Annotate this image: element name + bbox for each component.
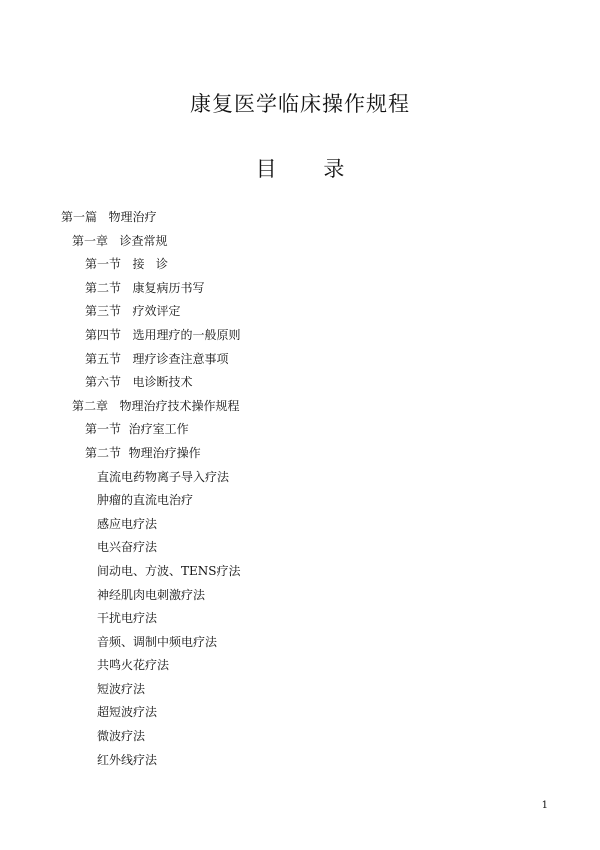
page-number: 1	[541, 800, 548, 811]
toc-entry: 间动电、方波、TENS疗法	[97, 563, 241, 578]
toc-entry: 神经肌肉电刺激疗法	[97, 587, 206, 602]
toc-entry: 微波疗法	[97, 729, 146, 744]
toc-heading: 目 录	[255, 157, 345, 181]
toc-entry: 电兴奋疗法	[97, 540, 158, 555]
toc-entry: 第三节 疗效评定	[85, 304, 181, 319]
document-title: 康复医学临床操作规程	[190, 92, 410, 116]
toc-entry: 第一节 接 诊	[85, 257, 168, 272]
toc-entry: 直流电药物离子导入疗法	[97, 469, 230, 484]
toc-entry: 音频、调制中频电疗法	[97, 634, 218, 649]
toc-entry: 第六节 电诊断技术	[85, 375, 193, 390]
toc-entry: 第二节 康复病历书写	[85, 280, 205, 295]
toc-entry: 第二章 物理治疗技术操作规程	[72, 398, 240, 413]
toc-entry: 肿瘤的直流电治疗	[97, 493, 194, 508]
toc-entry: 第五节 理疗诊查注意事项	[85, 351, 229, 366]
toc-entry: 第一节 治疗室工作	[85, 422, 189, 437]
toc-entry: 第一篇 物理治疗	[61, 210, 157, 224]
toc-entry: 第四节 选用理疗的一般原则	[85, 327, 241, 342]
toc-entry: 共鸣火花疗法	[97, 658, 170, 673]
toc-entry: 感应电疗法	[97, 516, 158, 531]
table-of-contents	[0, 206, 600, 772]
toc-entry: 干扰电疗法	[97, 611, 158, 626]
toc-entry: 超短波疗法	[97, 705, 158, 720]
toc-entry: 第二节 物理治疗操作	[85, 445, 201, 460]
toc-entry: 红外线疗法	[97, 752, 158, 767]
toc-entry: 第一章 诊查常规	[72, 233, 168, 248]
toc-entry: 短波疗法	[97, 681, 146, 696]
